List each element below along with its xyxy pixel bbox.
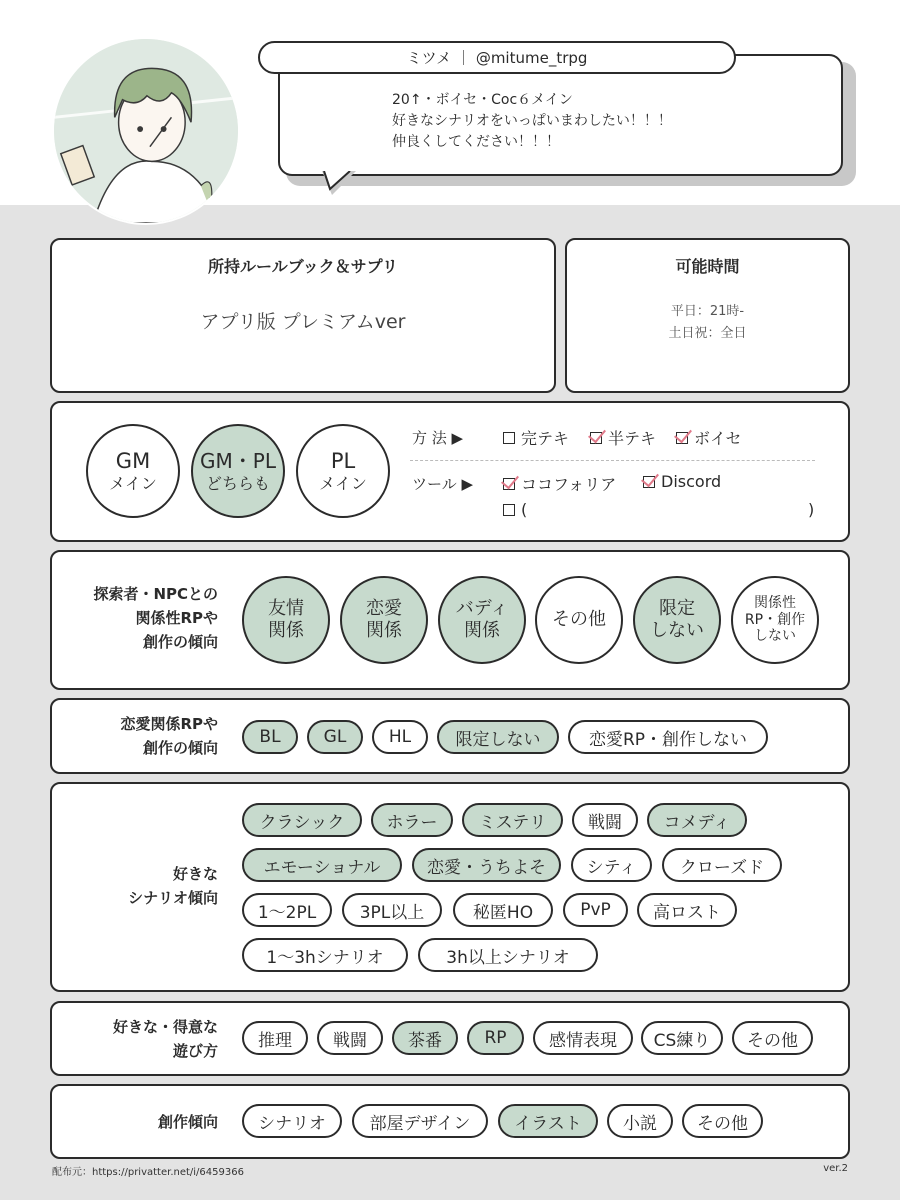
pill-label: 戦闘 (588, 812, 622, 833)
relationship-label-line: 創作の傾向 (142, 633, 218, 651)
creation-illust-pill[interactable] (498, 1104, 598, 1138)
version-label: ver.2 (823, 1163, 848, 1174)
creation-novel-pill[interactable] (607, 1104, 673, 1138)
scenario-city-pill[interactable] (571, 848, 652, 882)
method-voice-check[interactable] (676, 426, 742, 449)
tool-other-close: ) (808, 500, 815, 519)
pill-label: シナリオ (258, 1113, 326, 1134)
pill-label: イラスト (514, 1113, 582, 1134)
scenario-highlost-pill[interactable] (637, 893, 737, 927)
playstyle-label-line: 好きな・得意な (112, 1018, 218, 1036)
availability-card (565, 238, 850, 393)
handle-pill (258, 41, 736, 74)
tool-cocofolia-check[interactable] (503, 472, 616, 495)
circle-line: 友情 (268, 597, 304, 619)
circle-line: 限定 (659, 597, 695, 619)
pill-label: GL (323, 727, 347, 747)
pill-label: クラシック (259, 812, 345, 833)
scenario-battle-pill[interactable] (572, 803, 638, 837)
playstyle-cs-pill[interactable] (641, 1021, 723, 1055)
scenario-1-3h-pill[interactable] (242, 938, 408, 972)
relationship-friendship[interactable] (242, 576, 330, 664)
circle-line: しない (754, 628, 796, 645)
checkbox-checked-icon (503, 478, 515, 490)
availability-title: 可能時間 (675, 257, 740, 276)
pill-label: 恋愛・うちよそ (427, 857, 546, 878)
scenario-closed-pill[interactable] (662, 848, 782, 882)
relationship-label-line: 探索者・NPCとの (93, 585, 218, 603)
pill-label: RP (484, 1028, 507, 1048)
circle-line: しない (650, 620, 704, 641)
method-label-text: 完テキ (521, 429, 570, 448)
romance-label-line: 恋愛関係RPや (120, 715, 218, 733)
pill-label: 戦闘 (333, 1030, 367, 1051)
scenario-label-line: シナリオ傾向 (128, 889, 218, 907)
rulebook-value: アプリ版 プレミアムver (200, 311, 406, 333)
pill-label: 恋愛RP・創作しない (588, 729, 748, 750)
pill-label: 小説 (623, 1113, 657, 1134)
checkbox-icon (503, 432, 515, 444)
pill-label: 部屋デザイン (369, 1113, 471, 1134)
pill-label: 茶番 (408, 1030, 442, 1051)
playstyle-battle-pill[interactable] (317, 1021, 383, 1055)
scenario-3pl-pill[interactable] (342, 893, 442, 927)
scenario-romance-pill[interactable] (412, 848, 561, 882)
scenario-1-2pl-pill[interactable] (242, 893, 332, 927)
checkbox-checked-icon (676, 432, 688, 444)
creation-label (58, 1110, 218, 1134)
pill-label: シティ (586, 857, 637, 878)
circle-line: 関係性 (754, 594, 796, 611)
pill-label: エモーショナル (263, 857, 381, 878)
role-gm-line2: メイン (109, 474, 157, 494)
relationship-label-line: 関係性RPや (135, 609, 218, 627)
scenario-horror-pill[interactable] (371, 803, 453, 837)
relationship-other[interactable] (535, 576, 623, 664)
pill-label: コメディ (663, 812, 731, 833)
role-pl-line1: PL (330, 448, 356, 473)
source-credit: 配布元：https://privatter.net/i/6459366 (52, 1167, 244, 1178)
role-gm-circle[interactable] (86, 424, 180, 518)
relationship-none[interactable] (731, 576, 819, 664)
checkbox-checked-icon (643, 476, 655, 488)
pill-label: 限定しない (455, 729, 541, 750)
pill-label: 1〜3hシナリオ (266, 947, 384, 968)
pill-label: その他 (697, 1113, 748, 1134)
method-label-text: ボイセ (694, 429, 742, 448)
pill-label: CS練り (653, 1030, 711, 1051)
circle-line: RP・創作 (744, 611, 806, 628)
tool-label-text: Discord (661, 472, 722, 491)
intro-line: 20↑・ボイセ・Coc６メイン (392, 92, 573, 108)
romance-bl-pill[interactable] (242, 720, 298, 754)
romance-label (58, 712, 218, 760)
method-kantekitext-check[interactable] (503, 426, 569, 449)
intro-line: 好きなシナリオをいっぱいまわしたい！！！ (392, 113, 672, 129)
divider (410, 460, 815, 461)
creation-label-line: 創作傾向 (157, 1113, 218, 1131)
intro-text (392, 90, 672, 153)
scenario-secret-ho-pill[interactable] (453, 893, 553, 927)
speech-bubble-tail (322, 171, 362, 197)
pill-label: 秘匿HO (472, 902, 534, 923)
role-both-line1: GM・PL (200, 448, 276, 473)
creation-scenario-pill[interactable] (242, 1104, 342, 1138)
romance-unlimited-pill[interactable] (437, 720, 559, 754)
availability-weekend: 土日祝：全日 (668, 326, 747, 341)
creation-room-design-pill[interactable] (352, 1104, 488, 1138)
method-hantext-check[interactable] (590, 426, 656, 449)
romance-gl-pill[interactable] (307, 720, 363, 754)
romance-none-pill[interactable] (568, 720, 768, 754)
scenario-comedy-pill[interactable] (647, 803, 747, 837)
pill-label: ミステリ (478, 812, 547, 833)
role-both-circle[interactable] (191, 424, 285, 518)
circle-line: 関係 (366, 620, 402, 641)
playstyle-other-pill[interactable] (732, 1021, 813, 1055)
method-label-text: 半テキ (608, 429, 657, 448)
circle-line: バディ (455, 597, 509, 619)
scenario-label-line: 好きな (172, 865, 218, 883)
circle-line: 関係 (464, 620, 500, 641)
scenario-label (58, 862, 218, 910)
scenario-3h-plus-pill[interactable] (418, 938, 598, 972)
rulebook-title: 所持ルールブック＆サプリ (208, 257, 398, 276)
pill-label: クローズド (679, 857, 765, 878)
tool-label: ツール ▶ (412, 475, 474, 493)
scenario-emotional-pill[interactable] (242, 848, 402, 882)
playstyle-label (58, 1015, 218, 1063)
avatar (52, 37, 240, 225)
role-pl-circle[interactable] (296, 424, 390, 518)
tool-discord-check[interactable] (643, 472, 721, 491)
pill-label: BL (259, 727, 281, 747)
pill-label: 3h以上シナリオ (446, 947, 570, 968)
handle-text: ミツメ ｜ @mitume_trpg (406, 49, 588, 67)
role-gm-line1: GM (115, 448, 151, 473)
pill-label: 1〜2PL (257, 902, 317, 923)
checkbox-icon (503, 504, 515, 516)
pill-label: ホラー (386, 812, 438, 833)
relationship-romance[interactable] (340, 576, 428, 664)
role-pl-line2: メイン (319, 474, 367, 494)
relationship-unlimited[interactable] (633, 576, 721, 664)
pill-label: その他 (747, 1030, 798, 1051)
relationship-label (58, 582, 218, 654)
pill-label: 感情表現 (549, 1030, 617, 1051)
pill-label: HL (388, 727, 412, 747)
tool-other-check[interactable] (503, 500, 527, 519)
relationship-buddy[interactable] (438, 576, 526, 664)
pill-label: 高ロスト (653, 902, 721, 923)
circle-line: その他 (552, 608, 606, 630)
method-label: 方 法 ▶ (412, 429, 464, 447)
playstyle-label-line: 遊び方 (172, 1042, 218, 1060)
circle-line: 関係 (268, 620, 304, 641)
playstyle-rp-pill[interactable] (467, 1021, 524, 1055)
tool-other-open: ( (521, 500, 528, 519)
scenario-mystery-pill[interactable] (462, 803, 563, 837)
pill-label: 3PL以上 (359, 902, 425, 923)
playstyle-deduction-pill[interactable] (242, 1021, 308, 1055)
pill-label: 推理 (258, 1030, 292, 1051)
romance-hl-pill[interactable] (372, 720, 428, 754)
playstyle-farce-pill[interactable] (392, 1021, 458, 1055)
pill-label: PvP (580, 900, 611, 920)
playstyle-emotion-pill[interactable] (533, 1021, 633, 1055)
role-both-line2: どちらも (205, 473, 270, 493)
creation-other-pill[interactable] (682, 1104, 763, 1138)
checkbox-checked-icon (590, 432, 602, 444)
availability-weekday: 平日：21時- (670, 304, 745, 319)
scenario-pvp-pill[interactable] (563, 893, 628, 927)
intro-line: 仲良くしてください！！！ (392, 134, 560, 150)
circle-line: 恋愛 (366, 597, 402, 619)
tool-label-text: ココフォリア (521, 475, 617, 494)
scenario-classic-pill[interactable] (242, 803, 362, 837)
romance-label-line: 創作の傾向 (142, 739, 218, 757)
rulebook-card (50, 238, 556, 393)
